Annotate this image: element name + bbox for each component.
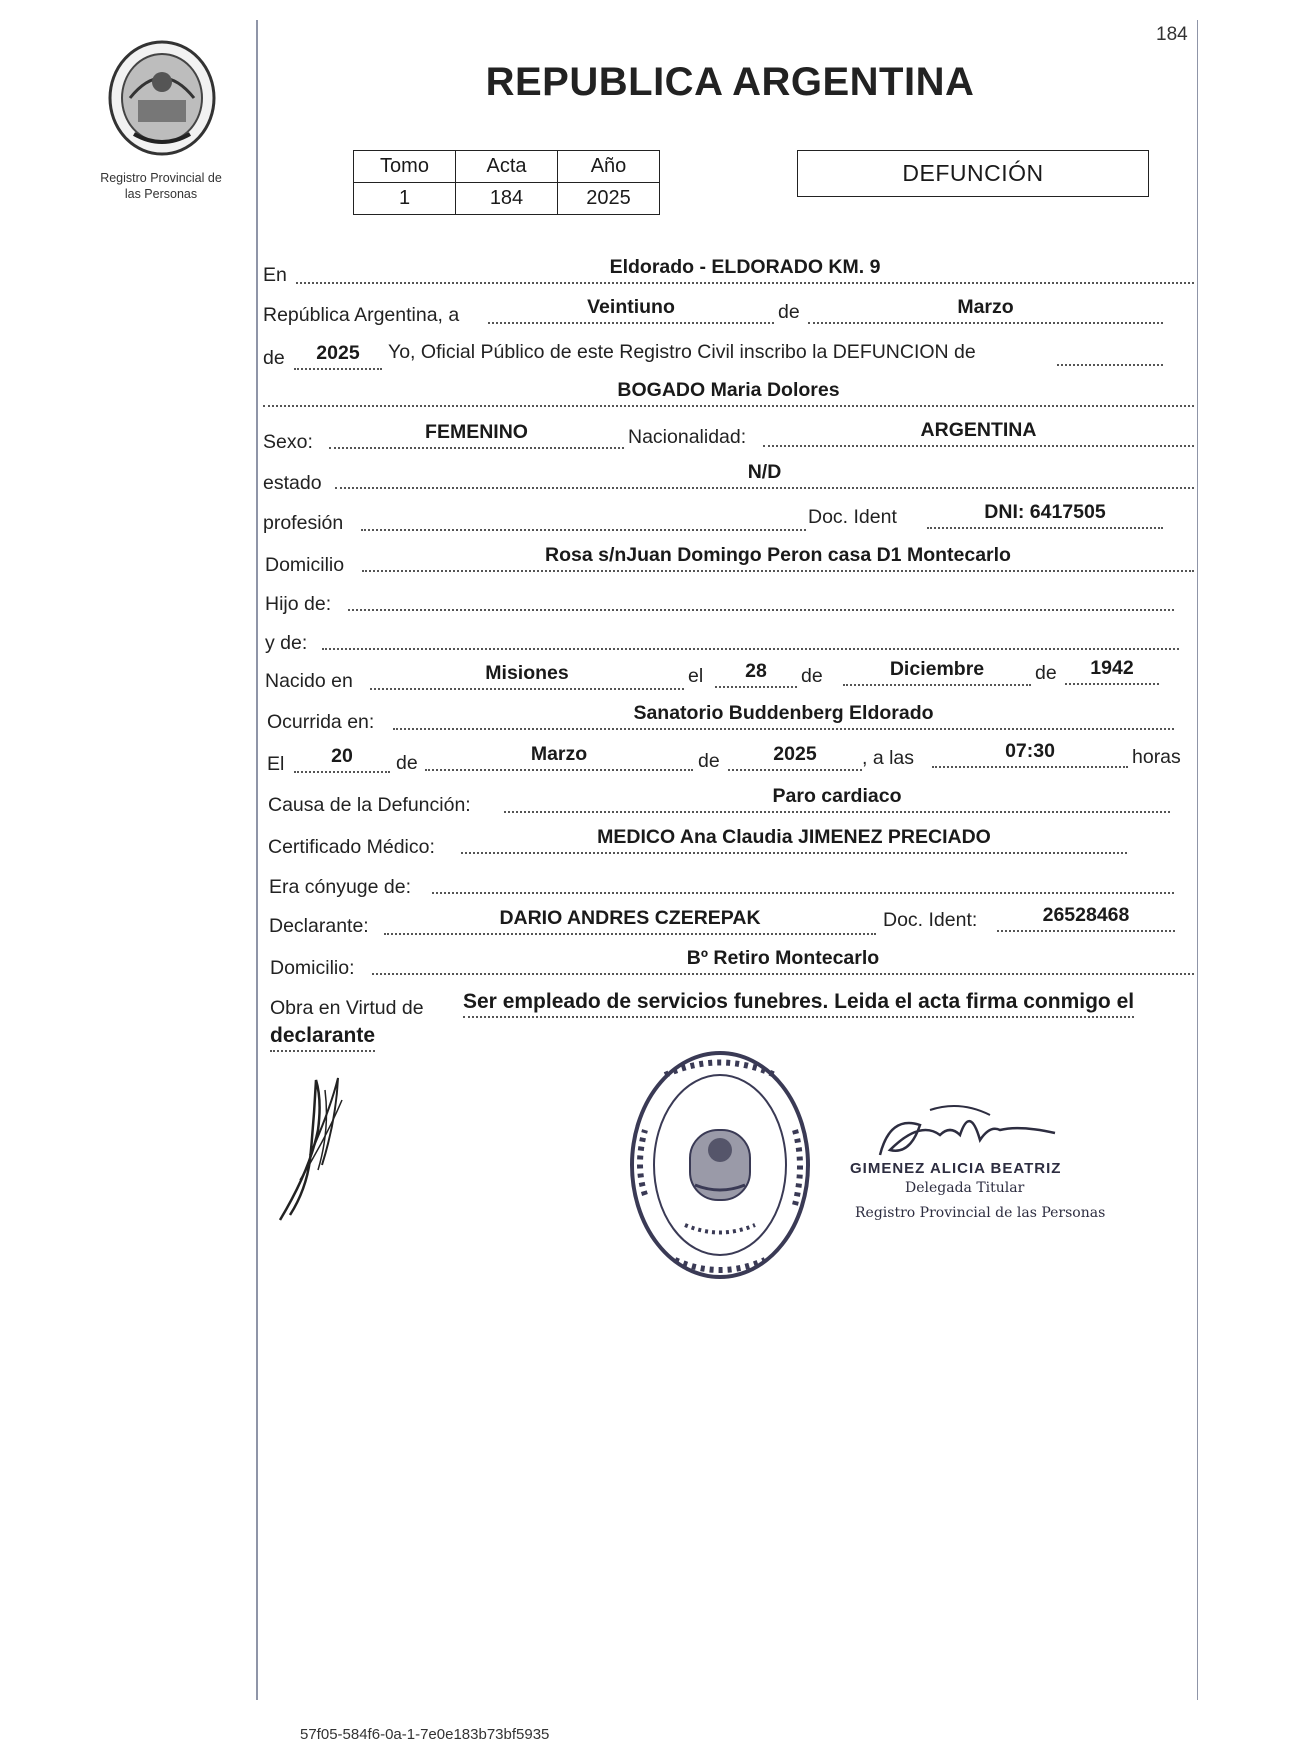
footer-code: 57f05-584f6-0a-1-7e0e183b73bf5935 (300, 1726, 550, 1743)
official-office: Registro Provincial de las Personas (855, 1205, 1106, 1221)
acta-table (353, 150, 660, 215)
label-de-1: de (778, 301, 800, 323)
acta-value-acta: 184 (456, 183, 558, 215)
field-obra-line2: declarante (270, 1024, 375, 1052)
label-de-4: de (1035, 662, 1057, 684)
right-margin-line (1197, 20, 1198, 1700)
label-sexo: Sexo: (263, 431, 313, 453)
acta-header-anio: Año (558, 151, 660, 183)
province-seal-logo (104, 38, 220, 158)
declarant-signature (270, 1070, 380, 1230)
page-number: 184 (1156, 24, 1188, 45)
label-a-las: , a las (862, 747, 915, 769)
label-doc-ident: Doc. Ident (808, 506, 897, 528)
field-declarante-domicilio: Bº Retiro Montecarlo (372, 947, 1194, 975)
official-role: Delegada Titular (905, 1180, 1025, 1196)
field-estado: N/D (335, 461, 1194, 489)
document-type-box: DEFUNCIÓN (797, 150, 1149, 197)
label-en: En (263, 264, 287, 286)
label-nacido-en: Nacido en (265, 670, 353, 692)
acta-header-acta: Acta (456, 151, 558, 183)
field-nombre: BOGADO Maria Dolores (263, 379, 1194, 407)
field-conyuge (432, 866, 1174, 894)
registry-seal (625, 1045, 815, 1285)
label-yo-text: Yo, Oficial Público de este Registro Civil inscribo la DEFUNCION de (388, 341, 976, 363)
label-nacionalidad: Nacionalidad: (628, 426, 747, 448)
field-anio-registro: 2025 (294, 342, 382, 370)
field-hora: 07:30 (932, 740, 1128, 768)
field-causa: Paro cardiaco (504, 785, 1170, 813)
field-nacimiento-anio: 1942 (1065, 657, 1159, 685)
label-de-2: de (263, 347, 285, 369)
label-de-3: de (801, 665, 823, 687)
org-name: Registro Provincial de las Personas (100, 171, 222, 201)
field-nacimiento-mes: Diciembre (843, 658, 1031, 686)
left-margin-line (256, 20, 258, 1700)
field-defuncion-anio: 2025 (728, 743, 862, 771)
acta-value-anio: 2025 (558, 183, 660, 215)
field-declarante: DARIO ANDRES CZEREPAK (384, 907, 876, 935)
page-title: REPUBLICA ARGENTINA (485, 60, 975, 104)
label-republica: República Argentina, a (263, 304, 460, 326)
field-dni: DNI: 6417505 (927, 501, 1163, 529)
field-defuncion-mes: Marzo (425, 743, 693, 771)
field-declarante-doc: 26528468 (997, 904, 1175, 932)
field-obra-line1: Ser empleado de servicios funebres. Leida el acta firma conmigo el (463, 990, 1134, 1018)
acta-value-tomo: 1 (354, 183, 456, 215)
official-name: GIMENEZ ALICIA BEATRIZ (850, 1160, 1062, 1177)
label-ocurrida-en: Ocurrida en: (267, 711, 375, 733)
field-mes-registro: Marzo (808, 296, 1163, 324)
label-domicilio: Domicilio (265, 554, 345, 576)
label-el: el (688, 665, 704, 687)
field-domicilio: Rosa s/nJuan Domingo Peron casa D1 Montecarlo (362, 544, 1194, 572)
field-sexo: FEMENINO (329, 421, 624, 449)
field-hijo-de (348, 583, 1174, 611)
field-nacimiento-dia: 28 (715, 660, 797, 688)
label-el-cap: El (267, 753, 285, 775)
label-hijo-de: Hijo de: (265, 593, 332, 615)
label-de-5: de (396, 752, 418, 774)
label-certificado: Certificado Médico: (268, 836, 435, 858)
field-profesion (361, 503, 806, 531)
label-conyuge: Era cónyuge de: (269, 876, 412, 898)
field-nacionalidad: ARGENTINA (763, 419, 1194, 447)
label-domicilio-declarante: Domicilio: (270, 957, 355, 979)
field-defuncion-dia: 20 (294, 745, 390, 773)
label-horas: horas (1132, 746, 1181, 768)
label-doc-ident-declarante: Doc. Ident: (883, 909, 978, 931)
label-profesion: profesión (263, 512, 344, 534)
label-de-6: de (698, 750, 720, 772)
label-declarante: Declarante: (269, 915, 369, 937)
label-y-de: y de: (265, 632, 308, 654)
label-obra: Obra en Virtud de (270, 997, 424, 1019)
field-dia-registro: Veintiuno (488, 296, 774, 324)
field-y-de (322, 622, 1179, 650)
label-causa: Causa de la Defunción: (268, 794, 471, 816)
field-certificado: MEDICO Ana Claudia JIMENEZ PRECIADO (461, 826, 1127, 854)
field-nacido-en: Misiones (370, 662, 684, 690)
label-estado: estado (263, 472, 322, 494)
field-blank-yo (1057, 338, 1163, 366)
field-ocurrida-en: Sanatorio Buddenberg Eldorado (393, 702, 1174, 730)
acta-header-tomo: Tomo (354, 151, 456, 183)
field-lugar: Eldorado - ELDORADO KM. 9 (296, 256, 1194, 284)
